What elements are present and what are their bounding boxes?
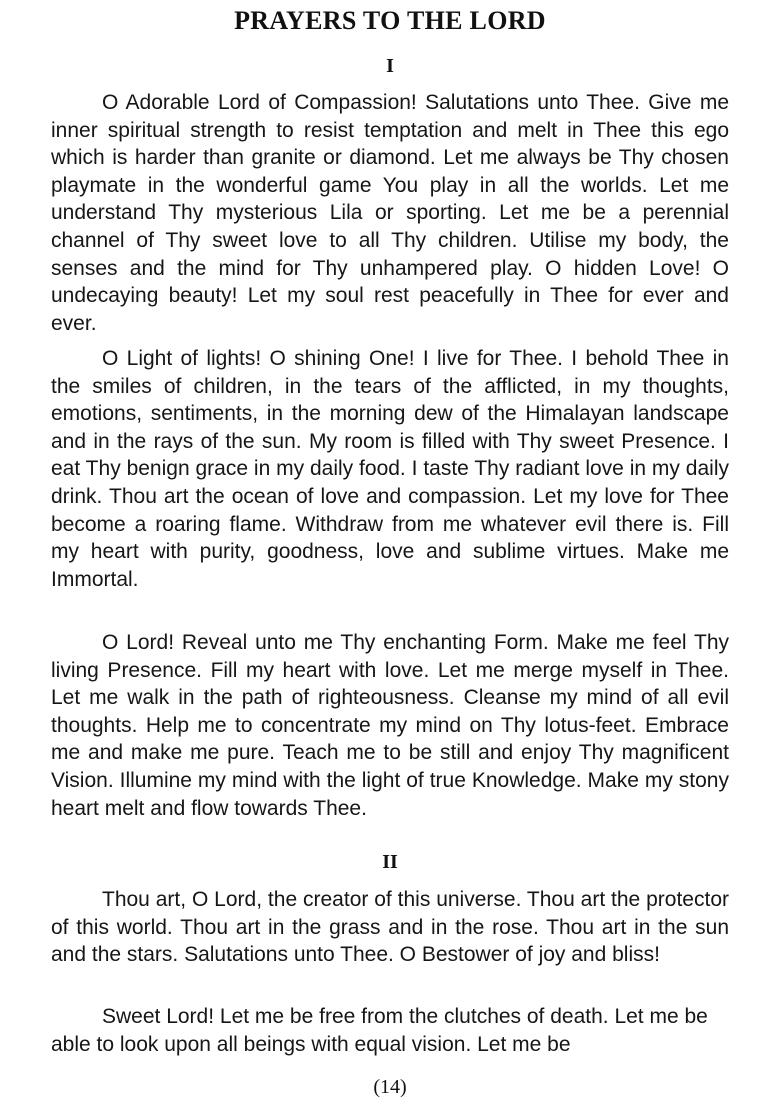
page-title: PRAYERS TO THE LORD: [234, 6, 546, 35]
book-page: [51, 0, 729, 1108]
paragraph-creator: Thou art, O Lord, the creator of this universe. Thou art the protector of this world. Thou art in the grass and in the rose. Thou art in the sun and the stars. Salutations unto Thee. O Bestower of joy and bliss!: [51, 888, 729, 967]
paragraph-sweet-lord: Sweet Lord! Let me be free from the clutches of death. Let me be able to look upon all beings with equal vision. Let me be: [51, 1005, 708, 1056]
section-heading-i: I: [386, 55, 394, 77]
paragraph-compassion: O Adorable Lord of Compassion! Salutations unto Thee. Give me inner spiritual strength to resist temptation and melt in Thee this ego which is harder than granite or diamond. Let me always be Thy chosen playmate in the wonderful game You play in all the worlds. Let me understand Thy mysterious Lila or sporting. Let me be a perennial channel of Thy sweet love to all Thy children. Utilise my body, the senses and the mind for Thy unhampered play. O hidden Love! O undecaying beauty! Let my soul rest peacefully in Thee for ever and ever.: [51, 91, 729, 335]
paragraph-light-of-lights: O Light of lights! O shining One! I live for Thee. I behold Thee in the smiles of children, in the tears of the afflicted, in my thoughts, emotions, sentiments, in the morning dew of the Himalayan landscape and in the rays of the sun. My room is filled with Thy sweet Presence. I eat Thy benign grace in my daily food. I taste Thy radiant love in my daily drink. Thou art the ocean of love and compassion. Let my love for Thee become a roaring flame. Withdraw from me whatever evil there is. Fill my heart with purity, goodness, love and sublime virtues. Make me Immortal.: [51, 347, 729, 591]
section-heading-ii: II: [382, 851, 398, 873]
page-number: (14): [373, 1076, 407, 1098]
paragraph-reveal-form: O Lord! Reveal unto me Thy enchanting Form. Make me feel Thy living Presence. Fill my heart with love. Let me merge myself in Thee. Let me walk in the path of righteousness. Cleanse my mind of all evil thoughts. Help me to concentrate my mind on Thy lotus-feet. Embrace me and make me pure. Teach me to be still and enjoy Thy magnificent Vision. Illumine my mind with the light of true Knowledge. Make my stony heart melt and flow towards Thee.: [51, 631, 729, 820]
